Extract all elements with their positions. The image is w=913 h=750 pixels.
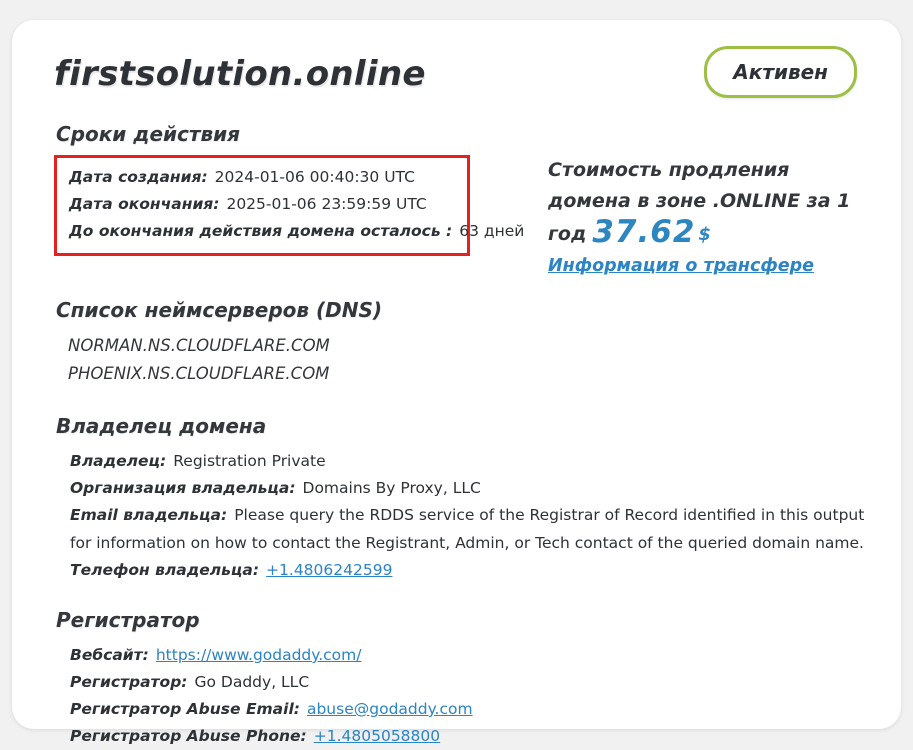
days-remaining-value: 63 дней — [459, 222, 525, 240]
owner-phone-link[interactable]: +1.4806242599 — [266, 561, 393, 579]
validity-highlight-box — [54, 155, 525, 256]
registrar-website-label: Вебсайт: — [70, 646, 149, 664]
owner-section-heading: Владелец домена — [56, 414, 267, 438]
owner-name-label: Владелец: — [70, 452, 167, 470]
registrar-abuse-email-row — [70, 696, 865, 723]
renewal-currency: $ — [698, 224, 711, 245]
owner-email-value: Please query the RDDS service of the Registrar of Record identified in this output for information on how to contact the Registrant, Admin, or Tech contact of the queried domain name. — [70, 506, 865, 552]
registrar-abuse-email-label: Регистратор Abuse Email: — [70, 700, 300, 718]
dns-list — [68, 332, 865, 388]
renewal-price-block — [548, 155, 865, 276]
owner-email-row — [70, 502, 865, 557]
card-header — [46, 46, 865, 98]
dns-section-heading: Список неймсерверов (DNS) — [56, 298, 383, 322]
owner-phone-row — [70, 557, 865, 584]
owner-name-row — [70, 448, 865, 475]
owner-org-label: Организация владельца: — [70, 479, 296, 497]
registrar-website-link[interactable]: https://www.godaddy.com/ — [155, 646, 362, 664]
creation-date-value: 2024-01-06 00:40:30 UTC — [214, 168, 415, 186]
domain-info-card — [12, 20, 901, 745]
owner-phone-label: Телефон владельца: — [70, 561, 260, 579]
expiration-date-label: Дата окончания: — [69, 195, 220, 213]
nameserver-item: PHOENIX.NS.CLOUDFLARE.COM — [68, 364, 330, 383]
owner-rows — [70, 448, 865, 584]
registrar-abuse-phone-row — [70, 723, 865, 750]
owner-email-label: Email владельца: — [70, 506, 228, 524]
registrar-section-heading: Регистратор — [56, 608, 200, 632]
renewal-price-value: 37.62 — [592, 214, 696, 250]
registrar-abuse-phone-link[interactable]: +1.4805058800 — [313, 727, 441, 745]
registrar-name-label: Регистратор: — [70, 673, 188, 691]
nameserver-item: NORMAN.NS.CLOUDFLARE.COM — [68, 336, 330, 355]
validity-section-heading: Сроки действия — [56, 122, 240, 146]
owner-name-value: Registration Private — [173, 452, 326, 470]
renewal-price-text — [548, 155, 865, 250]
expiration-date-row — [69, 191, 459, 218]
creation-date-row — [69, 164, 459, 191]
renewal-text: Стоимость продления домена в зоне .ONLINE за 1 год — [548, 159, 851, 245]
owner-org-row — [70, 475, 865, 502]
transfer-info-link[interactable]: Информация о трансфере — [548, 256, 815, 276]
registrar-rows — [70, 642, 865, 750]
registrar-abuse-phone-label: Регистратор Abuse Phone: — [70, 727, 307, 745]
registrar-website-row — [70, 642, 865, 669]
registrar-name-value: Go Daddy, LLC — [194, 673, 310, 691]
creation-date-label: Дата создания: — [69, 168, 208, 186]
expiration-date-value: 2025-01-06 23:59:59 UTC — [226, 195, 427, 213]
validity-section — [46, 155, 865, 276]
days-remaining-label: До окончания действия домена осталось : — [69, 222, 453, 240]
status-badge[interactable]: Активен — [704, 46, 857, 98]
registrar-name-row — [70, 669, 865, 696]
registrar-abuse-email-link[interactable]: abuse@godaddy.com — [306, 700, 473, 718]
domain-title: firstsolution.online — [54, 54, 426, 94]
days-remaining-row — [69, 218, 525, 245]
owner-org-value: Domains By Proxy, LLC — [302, 479, 481, 497]
